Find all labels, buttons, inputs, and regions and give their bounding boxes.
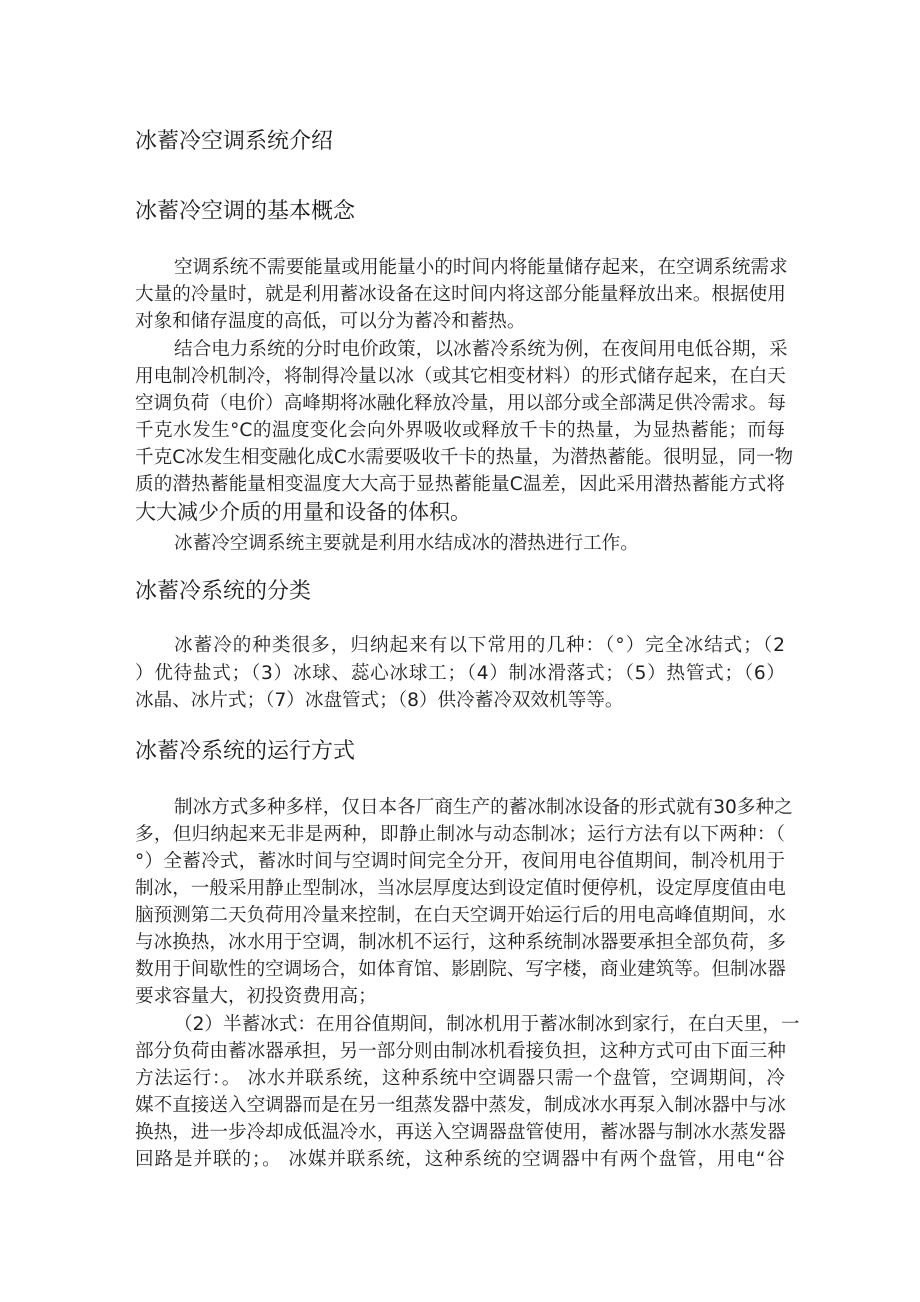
text-line: 部分负荷由蓄冰器承担，另一部分则由制冰机看接负担，这种方式可由下面三种 [135, 1041, 786, 1062]
text-line: 方法运行：。 冰水并联系统，这种系统中空调器只需一个盘管，空调期间，冷 [135, 1068, 785, 1089]
text-line: 多，但归纳起来无非是两种，即静止制冰与动态制冰；运行方法有以下两种：（ [135, 824, 785, 845]
text-line: 回路是并联的；。 冰媒并联系统，这种系统的空调器中有两个盘管，用电“谷 [135, 1149, 785, 1170]
text-line: 千克C冰发生相变融化成C水需要吸收千卡的热量，为潜热蓄能。很明显，同一物 [135, 447, 794, 468]
text-line: 冰蓄冷空调系统主要就是利用水结成冰的潜热进行工作。 [174, 533, 639, 554]
section-heading-basic-concept: 冰蓄冷空调的基本概念 [135, 199, 356, 224]
text-line: 结合电力系统的分时电价政策，以冰蓄冷系统为例，在夜间用电低谷期，采 [174, 339, 788, 360]
text-line: 大量的冷量时，就是利用蓄冰设备在这时间内将这部分能量释放出来。根据使用 [135, 284, 786, 305]
text-line: 用电制冷机制冷，将制得冷量以冰（或其它相变材料）的形式储存起来，在白天 [135, 366, 786, 387]
text-line: 质的潜热蓄能量相变温度大大高于显热蓄能量C温差，因此采用潜热蓄能方式将 [135, 474, 785, 495]
document-title: 冰蓄冷空调系统介绍 [135, 129, 334, 154]
text-line: 大大减少介质的用量和设备的体积。 [135, 500, 471, 524]
text-line: 与冰换热，冰水用于空调，制冰机不运行，这种系统制冰器要承担全部负荷，多 [135, 932, 786, 953]
text-line: 数用于间歇性的空调场合，如体育馆、影剧院、写字楼，商业建筑等。但制冰器 [135, 959, 786, 980]
section-heading-operation-modes: 冰蓄冷系统的运行方式 [135, 739, 356, 764]
text-line: （2）半蓄冰式：在用谷值期间，制冰机用于蓄冰制冰到家行，在白天里，一 [174, 1014, 800, 1035]
text-line: 对象和储存温度的高低，可以分为蓄冷和蓄热。 [135, 311, 526, 332]
text-line: °）全蓄冷式，蓄冰时间与空调时间完全分开，夜间用电谷值期间，制冷机用于 [135, 851, 785, 872]
text-line: ）优待盐式；（3）冰球、蕊心冰球工；（4）制冰滑落式；（5）热管式；（6） [135, 663, 785, 684]
text-line: 媒不直接送入空调器而是在另一组蒸发器中蒸发，制成冰水再泵入制冰器中与冰 [135, 1095, 786, 1116]
text-line: 换热，进一步冷却成低温冷水，再送入空调器盘管使用，蓄冰器与制冰水蒸发器 [135, 1122, 786, 1143]
text-line: 制冰，一般采用静止型制冰，当冰层厚度达到设定值时便停机，设定厚度值由电 [135, 878, 786, 899]
text-line: 千克水发生°C的温度变化会向外界吸收或释放千卡的热量，为显热蓄能；而每 [135, 420, 785, 441]
section-heading-classification: 冰蓄冷系统的分类 [135, 579, 312, 604]
text-line: 要求容量大，初投资费用高； [135, 986, 377, 1007]
text-line: 空调系统不需要能量或用能量小的时间内将能量储存起来，在空调系统需求 [174, 257, 788, 278]
text-line: 空调负荷（电价）高峰期将冰融化释放冷量，用以部分或全部满足供冷需求。每 [135, 393, 786, 414]
text-line: 冰蓄冷的种类很多，归纳起来有以下常用的几种：（°）完全冰结式；（2 [174, 635, 785, 656]
text-line: 冰晶、冰片式；（7）冰盘管式；（8）供冷蓄冷双效机等等。 [135, 690, 624, 711]
text-line: 脑预测第二天负荷用冷量来控制，在白天空调开始运行后的用电高峰值期间，水 [135, 905, 786, 926]
text-line: 制冰方式多种多样，仅日本各厂商生产的蓄冰制冰设备的形式就有30多种之 [174, 797, 793, 818]
